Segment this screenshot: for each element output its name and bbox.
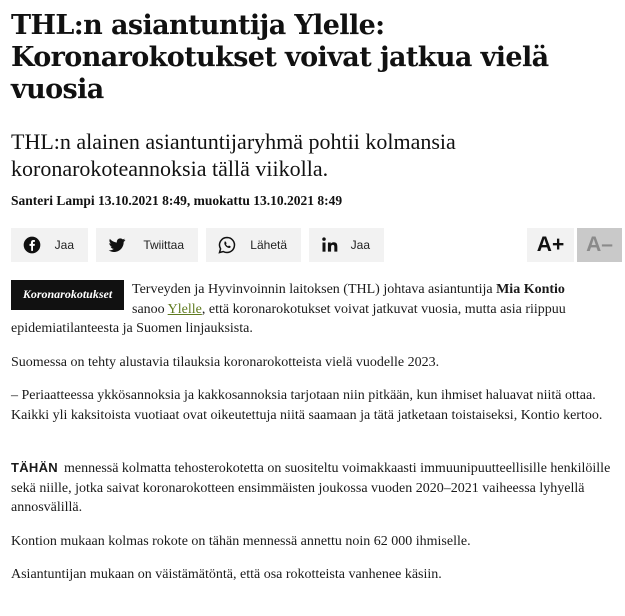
text-segment: , että koronarokotukset voivat jatkuvat vuosia, mutta asia riippuu xyxy=(201,301,566,317)
share-whatsapp-button[interactable] xyxy=(206,228,301,262)
facebook-icon xyxy=(22,235,42,255)
body-paragraph: – Periaatteessa ykkösannoksia ja kakkosannoksia tarjotaan niin pitkään, kun ihmiset haluavat niitä ottaa. Kaikki yli kaksitoista vuotiaat ovat oikeutettuja niitä saamaan ja tätä jatketaan toistaiseksi, Kontio kertoo. xyxy=(11,388,603,423)
body-paragraph xyxy=(11,458,614,518)
body-paragraph: Suomessa on tehty alustavia tilauksia koronarokotteista vielä vuodelle 2023. xyxy=(11,354,440,370)
paragraph-line: epidemiatilanteesta ja Suomen linjauksista. xyxy=(11,321,253,336)
share-twitter-label: Twiittaa xyxy=(143,238,184,252)
font-size-decrease-button[interactable]: A– xyxy=(577,228,622,262)
share-facebook-button[interactable] xyxy=(11,228,88,262)
font-size-increase-button[interactable]: A+ xyxy=(527,228,574,262)
article-title: THL:n asiantuntija Ylelle: Koronarokotukset voivat jatkua vielä vuosia xyxy=(11,10,549,105)
byline: Santeri Lampi 13.10.2021 8:49, muokattu 13.10.2021 8:49 xyxy=(11,193,343,208)
share-twitter-button[interactable] xyxy=(96,228,198,262)
text-segment: Terveyden ja Hyvinvoinnin laitoksen (THL) johtava asiantuntija xyxy=(132,282,497,297)
person-name: Mia Kontio xyxy=(496,282,565,297)
paragraph-kicker: TÄHÄN xyxy=(11,460,58,475)
twitter-icon xyxy=(107,235,127,255)
article-lead: THL:n alainen asiantuntijaryhmä pohtii kolmansia koronarokoteannoksia tällä viikolla. xyxy=(11,129,456,181)
category-tag[interactable]: Koronarokotukset xyxy=(11,280,124,310)
body-paragraph: Asiantuntijan mukaan on väistämätöntä, että osa rokotteista vanhenee käsiin. xyxy=(11,567,442,582)
body-paragraph: Kontion mukaan kolmas rokote on tähän mennessä annettu noin 62 000 ihmiselle. xyxy=(11,533,471,549)
text-segment: mennessä kolmatta tehosterokotetta on suositeltu voimakkaasti immuunipuutteellisille henkilöille sekä niille, jotka saivat koronarokotteen ensimmäisten joukossa vuoden 2020–2021 vaiheessa lyhyellä annosvälillä. xyxy=(11,461,611,515)
share-linkedin-label: Jaa xyxy=(350,238,370,252)
article-body xyxy=(11,280,614,585)
source-link-yle[interactable]: Ylelle xyxy=(167,301,202,317)
body-paragraph xyxy=(11,280,614,339)
share-facebook-label: Jaa xyxy=(54,238,74,252)
share-linkedin-button[interactable] xyxy=(309,228,384,262)
whatsapp-icon xyxy=(217,235,237,255)
linkedin-icon xyxy=(320,235,340,255)
text-segment: sanoo xyxy=(132,301,168,317)
share-bar xyxy=(11,228,614,262)
share-whatsapp-label: Lähetä xyxy=(250,238,287,252)
